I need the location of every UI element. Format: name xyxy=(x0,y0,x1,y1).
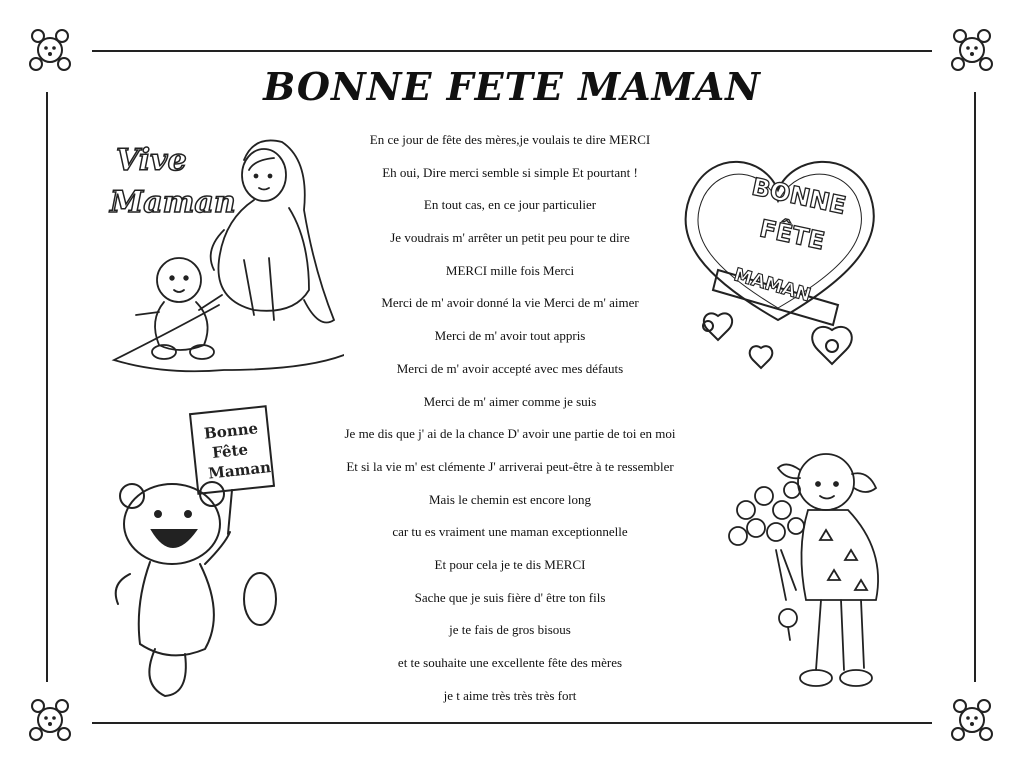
corner-teddy-bottom-right xyxy=(940,688,1004,752)
heart-fete-label: FÊTE xyxy=(757,214,828,256)
page-title: BONNE FETE MAMAN xyxy=(263,64,761,109)
poem-line: Je me dis que j' ai de la chance D' avoir une partie de toi en moi xyxy=(344,426,676,442)
mother-baby-illustration xyxy=(104,130,344,380)
poem-line: Merci de m' aimer comme je suis xyxy=(423,393,597,409)
poem-line: je te fais de gros bisous xyxy=(449,622,571,638)
bonne-fete-heart-illustration xyxy=(668,130,890,400)
girl-with-flowers-illustration xyxy=(716,440,896,700)
poem-line: et te souhaite une excellente fête des mères xyxy=(397,655,623,670)
poem-line: En ce jour de fête des mères,je voulais te dire MERCI xyxy=(369,132,651,147)
poem-line: je t aime très très très fort xyxy=(443,687,577,703)
poem-line: Je voudrais m' arrêter un petit peu pour te dire xyxy=(390,230,630,246)
teddy-bear-sign-illustration xyxy=(110,404,290,704)
maman-label: Maman xyxy=(110,185,236,220)
frame-left-line xyxy=(46,92,48,682)
frame-top-line xyxy=(92,50,932,52)
poem-line: Merci de m' avoir accepté avec mes défauts xyxy=(396,360,624,376)
poem-line: Mais le chemin est encore long xyxy=(428,491,592,507)
vive-label: Vive xyxy=(116,143,187,178)
poem-line: Eh oui, Dire merci semble si simple Et pourtant ! xyxy=(382,164,638,180)
poem-line: En tout cas, en ce jour particulier xyxy=(423,197,597,213)
poem-line: Et si la vie m' est clémente J' arriverai peut-être à te ressembler xyxy=(346,458,674,474)
poem-line: Sache que je suis fière d' être ton fils xyxy=(414,589,606,605)
poem-line: Merci de m' avoir tout appris xyxy=(434,328,586,344)
heart-maman-ribbon-label: MAMAN xyxy=(731,264,813,307)
corner-teddy-bottom-left xyxy=(18,688,82,752)
frame-bottom-line xyxy=(92,722,932,724)
poem xyxy=(300,124,720,712)
poem-line: car tu es vraiment une maman exceptionnelle xyxy=(392,524,628,540)
poem-line: Merci de m' avoir donné la vie Merci de m' aimer xyxy=(381,295,639,311)
poem-line: Et pour cela je te dis MERCI xyxy=(434,556,586,572)
sign-bonne-label: Bonne xyxy=(203,419,259,443)
sign-fete-label: Fête xyxy=(211,440,249,463)
sign-maman-label: Maman xyxy=(207,458,272,483)
poem-line: MERCI mille fois Merci xyxy=(445,262,575,278)
frame-right-line xyxy=(974,92,976,682)
heart-bonne-label: BONNE xyxy=(749,172,849,220)
